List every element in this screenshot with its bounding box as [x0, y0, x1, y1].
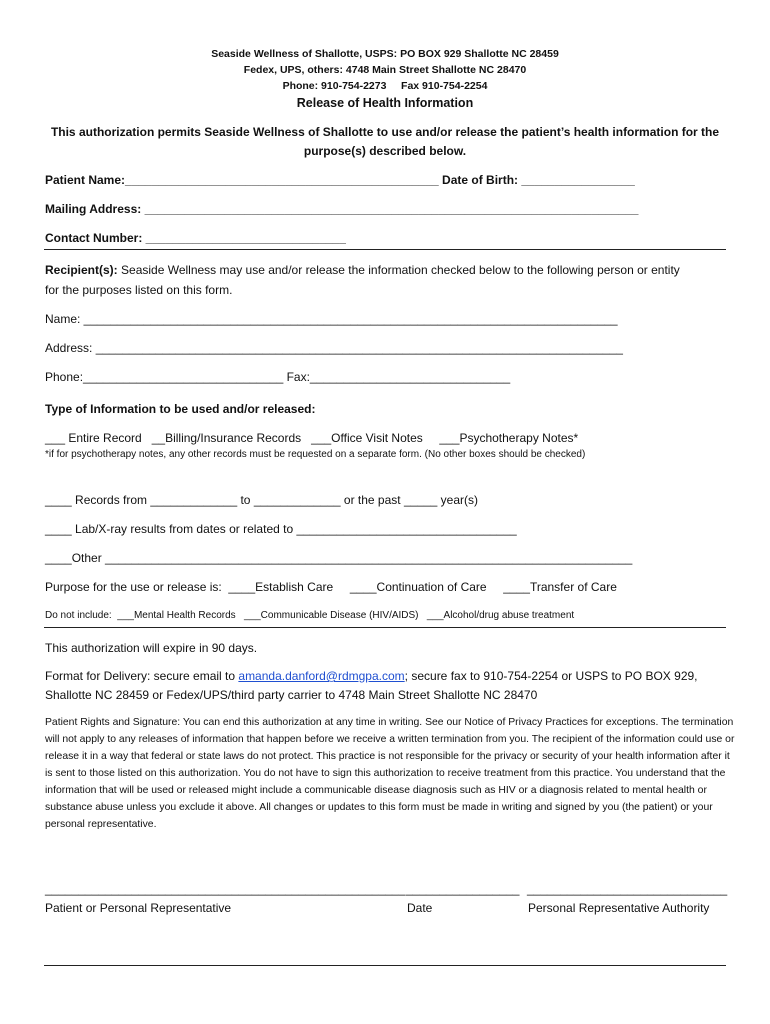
psychotherapy-note: *if for psychotherapy notes, any other records must be requested on a separate form. (No other boxes should be checked): [45, 449, 586, 460]
recipient-name-field[interactable]: Name: ________________________________________________________________________________: [45, 312, 618, 326]
recipient-label: Recipient(s):: [45, 263, 118, 277]
delivery-prefix: Format for Delivery: secure email to: [45, 669, 239, 683]
authority-label: Personal Representative Authority: [528, 901, 710, 915]
other-field[interactable]: ____Other _______________________________________________________________________________: [45, 551, 633, 565]
delivery-line-1: [45, 669, 698, 683]
recipient-description: [45, 263, 680, 277]
authority-line[interactable]: ______________________________: [527, 882, 728, 896]
date-line[interactable]: _________________: [406, 882, 520, 896]
intro-line-2: purpose(s) described below.: [303, 144, 467, 158]
delivery-suffix: ; secure fax to 910-754-2254 or USPS to PO BOX 929,: [404, 669, 698, 683]
recipient-text: Seaside Wellness may use and/or release the information checked below to the following person or entity: [117, 263, 680, 277]
delivery-line-2: Shallotte NC 28459 or Fedex/UPS/third party carrier to 4748 Main Street Shallotte NC 28470: [45, 688, 538, 702]
records-from-field[interactable]: ____ Records from _____________ to _____________ or the past _____ year(s): [45, 493, 478, 507]
patient-rights-paragraph: Patient Rights and Signature: You can end this authorization at any time in writing. See our Notice of Privacy Practices for exceptions. The termination will not apply to any releases of information that happen before we receive a written termination from you. The recipient of the information could use or release it in a way that federal or state laws do not protect. This practice is not responsible for the privacy or security of your health information after it is sent to those listed on this authorization. You do not have to sign this authorization to receive treatment from this practice. You understand that the information that will be used or released might include a communicable disease diagnosis such as HIV or a diagnosis related to mental health or substance abuse unless you exclude it above. All changes or updates to this form must be made in writing and signed by you (the patient) or your personal representative.: [45, 717, 735, 830]
email-link[interactable]: amanda.danford@rdmgpa.com: [238, 669, 405, 683]
purpose-options[interactable]: Purpose for the use or release is: ____Establish Care ____Continuation of Care ____Transfer of Care: [45, 580, 617, 594]
signature-line[interactable]: ______________________________________________________: [45, 882, 406, 896]
section-divider-2: [44, 627, 726, 628]
intro-line-1: This authorization permits Seaside Wellness of Shallotte to use and/or release the patient’s health information for the: [50, 125, 720, 139]
section-divider: [44, 249, 726, 250]
contact-number-field[interactable]: Contact Number: ______________________________: [45, 231, 346, 245]
mailing-address-field[interactable]: Mailing Address: __________________________________________________________________________: [45, 202, 639, 216]
footer-divider: [44, 965, 726, 966]
lab-xray-field[interactable]: ____ Lab/X-ray results from dates or related to _________________________________: [45, 522, 517, 536]
form-title: Release of Health Information: [296, 96, 474, 110]
header-phone-fax: Phone: 910-754-2273 Fax 910-754-2254: [282, 80, 488, 92]
do-not-include-options[interactable]: Do not include: ___Mental Health Records ___Communicable Disease (HIV/AIDS) ___Alcohol/drug abuse treatment: [45, 610, 575, 621]
recipient-address-field[interactable]: Address: _______________________________________________________________________________: [45, 341, 623, 355]
info-type-options[interactable]: ___ Entire Record __Billing/Insurance Records ___Office Visit Notes ___Psychotherapy Notes*: [45, 431, 579, 445]
date-label: Date: [407, 901, 433, 915]
recipient-phone-fax-field[interactable]: Phone:______________________________ Fax:______________________________: [45, 370, 511, 384]
signature-label: Patient or Personal Representative: [45, 901, 232, 915]
info-type-heading: Type of Information to be used and/or released:: [45, 402, 316, 416]
header-address-usps: Seaside Wellness of Shallotte, USPS: PO BOX 929 Shallotte NC 28459: [211, 48, 559, 60]
header-address-fedex: Fedex, UPS, others: 4748 Main Street Shallotte NC 28470: [243, 64, 527, 76]
expiry-text: This authorization will expire in 90 days.: [45, 641, 258, 655]
recipient-text-line-2: for the purposes listed on this form.: [45, 283, 233, 297]
patient-name-dob-field[interactable]: Patient Name:_______________________________________________ Date of Birth: _________________: [45, 173, 635, 187]
